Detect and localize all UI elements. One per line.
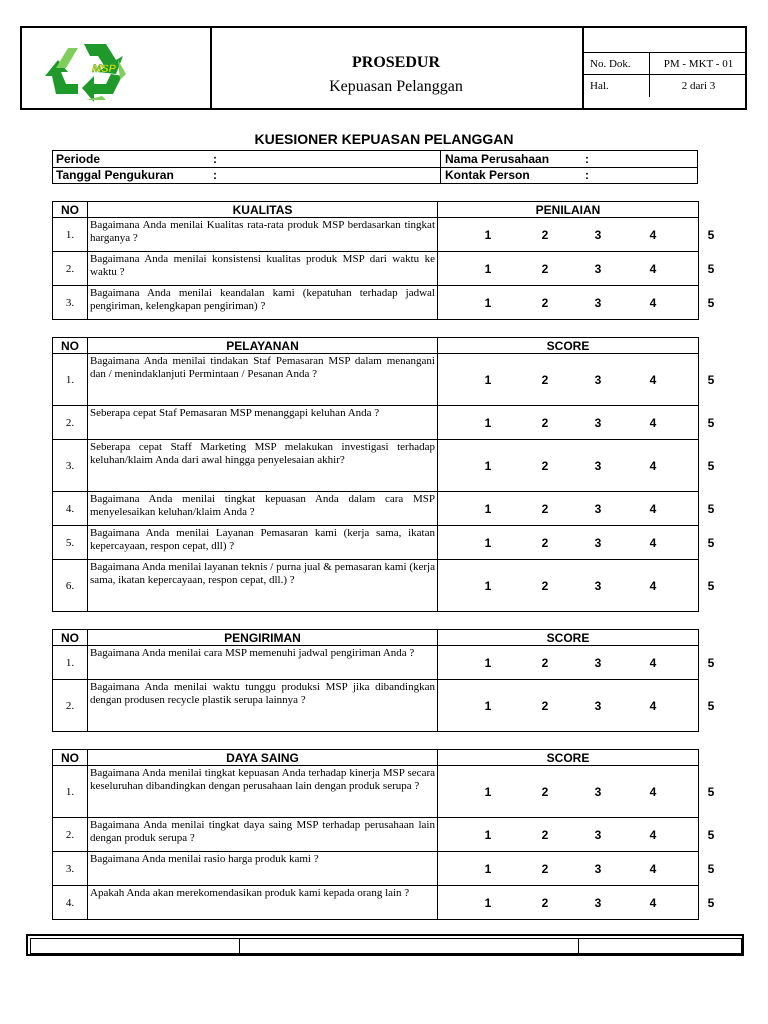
section-score-header: SCORE [438, 750, 699, 766]
rating-option-1[interactable]: 1 [484, 827, 492, 842]
rating-option-2[interactable]: 2 [541, 372, 549, 387]
question-number: 3. [53, 286, 88, 320]
rating-scale [438, 526, 715, 560]
question-row [53, 354, 699, 406]
rating-option-4[interactable]: 4 [649, 578, 657, 593]
question-text: Bagaimana Anda menilai Kualitas rata-rata produk MSP berdasarkan tingkat harganya ? [88, 218, 438, 252]
rating-option-3[interactable]: 3 [594, 372, 602, 387]
rating-option-4[interactable]: 4 [649, 698, 657, 713]
question-number: 2. [53, 406, 88, 440]
rating-scale [438, 766, 715, 818]
hal-value: 2 dari 3 [681, 80, 716, 92]
rating-option-5[interactable]: 5 [707, 784, 715, 799]
rating-option-4[interactable]: 4 [649, 895, 657, 910]
rating-option-4[interactable]: 4 [649, 295, 657, 310]
rating-option-4[interactable]: 4 [649, 458, 657, 473]
rating-option-1[interactable]: 1 [484, 415, 492, 430]
section-no-header: NO [53, 630, 88, 646]
rating-scale [438, 646, 715, 680]
question-text: Bagaimana Anda menilai keandalan kami (kepatuhan terhadap jadwal pengiriman, kelengkapan pengiriman) ? [88, 286, 438, 320]
question-row [53, 818, 699, 852]
question-text: Bagaimana Anda menilai tingkat daya saing MSP terhadap perusahaan lain dengan produk serupa ? [88, 818, 438, 852]
rating-scale [438, 560, 715, 612]
rating-option-2[interactable]: 2 [541, 827, 549, 842]
question-row [53, 252, 699, 286]
rating-option-5[interactable]: 5 [707, 295, 715, 310]
rating-scale [438, 886, 715, 920]
question-row [53, 560, 699, 612]
rating-option-1[interactable]: 1 [484, 372, 492, 387]
question-row [53, 646, 699, 680]
hal-label: Hal. [584, 75, 650, 97]
rating-option-3[interactable]: 3 [594, 227, 602, 242]
section-table-3 [52, 749, 715, 920]
question-number: 4. [53, 492, 88, 526]
question-number: 2. [53, 680, 88, 732]
question-row [53, 852, 699, 886]
no-dok-row [584, 52, 747, 75]
rating-option-4[interactable]: 4 [649, 227, 657, 242]
rating-option-4[interactable]: 4 [649, 827, 657, 842]
question-text: Bagaimana Anda menilai tindakan Staf Pemasaran MSP dalam menangani dan / menindaklanjuti Permintaan / Pesanan Anda ? [88, 354, 438, 406]
question-text: Bagaimana Anda menilai Layanan Pemasaran kami (kerja sama, ikatan kepercayaan, respon cepat, dll) ? [88, 526, 438, 560]
rating-option-4[interactable]: 4 [649, 372, 657, 387]
rating-option-5[interactable]: 5 [707, 861, 715, 876]
question-number: 4. [53, 886, 88, 920]
rating-option-4[interactable]: 4 [649, 535, 657, 550]
rating-option-1[interactable]: 1 [484, 784, 492, 799]
rating-option-2[interactable]: 2 [541, 655, 549, 670]
info-row-1 [53, 151, 697, 168]
rating-option-3[interactable]: 3 [594, 655, 602, 670]
rating-option-3[interactable]: 3 [594, 895, 602, 910]
rating-option-2[interactable]: 2 [541, 227, 549, 242]
rating-option-2[interactable]: 2 [541, 895, 549, 910]
question-row [53, 766, 699, 818]
section-table-0 [52, 201, 715, 320]
rating-scale [438, 818, 715, 852]
rating-option-4[interactable]: 4 [649, 261, 657, 276]
question-text: Seberapa cepat Staff Marketing MSP melakukan investigasi terhadap keluhan/klaim Anda dari awal hingga penyelesaian akhir? [88, 440, 438, 492]
rating-scale [438, 680, 715, 732]
rating-option-5[interactable]: 5 [707, 227, 715, 242]
rating-scale [438, 440, 715, 492]
rating-option-3[interactable]: 3 [594, 784, 602, 799]
rating-option-3[interactable]: 3 [594, 458, 602, 473]
rating-scale [438, 218, 715, 252]
section-score-header: PENILAIAN [438, 202, 699, 218]
rating-option-2[interactable]: 2 [541, 861, 549, 876]
question-number: 3. [53, 852, 88, 886]
section-no-header: NO [53, 202, 88, 218]
section-title: PENGIRIMAN [88, 630, 438, 646]
rating-option-2[interactable]: 2 [541, 261, 549, 276]
no-dok-value: PM - MKT - 01 [663, 58, 734, 70]
nama-perusahaan-colon: : [585, 152, 589, 166]
rating-option-1[interactable]: 1 [484, 895, 492, 910]
rating-option-5[interactable]: 5 [707, 261, 715, 276]
rating-scale [438, 354, 715, 406]
question-number: 1. [53, 766, 88, 818]
info-row-2 [53, 167, 697, 183]
question-number: 2. [53, 252, 88, 286]
question-number: 1. [53, 646, 88, 680]
header-title-cell [210, 28, 582, 108]
document-subtitle: Kepuasan Pelanggan [329, 78, 463, 95]
rating-option-3[interactable]: 3 [594, 698, 602, 713]
rating-scale [438, 492, 715, 526]
rating-option-2[interactable]: 2 [541, 578, 549, 593]
question-text: Seberapa cepat Staf Pemasaran MSP menanggapi keluhan Anda ? [88, 406, 438, 440]
section-score-header: SCORE [438, 338, 699, 354]
question-row [53, 492, 699, 526]
question-row [53, 286, 699, 320]
rating-option-5[interactable]: 5 [707, 578, 715, 593]
rating-scale [438, 852, 715, 886]
question-text: Bagaimana Anda menilai tingkat kepuasan Anda terhadap kinerja MSP secara keseluruhan dibandingkan dengan perusahaan lain dengan produk serupa ? [88, 766, 438, 818]
rating-option-2[interactable]: 2 [541, 535, 549, 550]
section-table-1 [52, 337, 715, 612]
section-title: DAYA SAING [88, 750, 438, 766]
document-header [20, 26, 747, 110]
question-text: Bagaimana Anda menilai layanan teknis / purna jual & pemasaran kami (kerja sama, ikatan kepercayaan, respon cepat, dll.) ? [88, 560, 438, 612]
rating-option-5[interactable]: 5 [707, 827, 715, 842]
rating-option-5[interactable]: 5 [707, 655, 715, 670]
rating-option-1[interactable]: 1 [484, 295, 492, 310]
rating-option-2[interactable]: 2 [541, 415, 549, 430]
section-no-header: NO [53, 338, 88, 354]
rating-option-5[interactable]: 5 [707, 895, 715, 910]
question-row [53, 440, 699, 492]
rating-option-4[interactable]: 4 [649, 861, 657, 876]
header-meta-cell [582, 28, 747, 108]
rating-option-2[interactable]: 2 [541, 698, 549, 713]
rating-option-4[interactable]: 4 [649, 501, 657, 516]
rating-option-1[interactable]: 1 [484, 458, 492, 473]
rating-option-1[interactable]: 1 [484, 655, 492, 670]
rating-option-5[interactable]: 5 [707, 458, 715, 473]
rating-option-5[interactable]: 5 [707, 501, 715, 516]
rating-option-2[interactable]: 2 [541, 784, 549, 799]
logo-text: MSP [92, 63, 116, 75]
rating-option-5[interactable]: 5 [707, 372, 715, 387]
hal-row [584, 74, 747, 97]
rating-option-3[interactable]: 3 [594, 261, 602, 276]
question-number: 6. [53, 560, 88, 612]
section-table-2 [52, 629, 715, 732]
footer-inner-box [30, 938, 742, 954]
tanggal-label: Tanggal Pengukuran [56, 168, 174, 182]
nama-perusahaan-label: Nama Perusahaan [445, 152, 550, 166]
rating-option-2[interactable]: 2 [541, 458, 549, 473]
question-number: 2. [53, 818, 88, 852]
document-footer [26, 934, 744, 956]
rating-option-5[interactable]: 5 [707, 698, 715, 713]
section-title: PELAYANAN [88, 338, 438, 354]
rating-option-2[interactable]: 2 [541, 295, 549, 310]
rating-option-3[interactable]: 3 [594, 501, 602, 516]
question-row [53, 218, 699, 252]
rating-scale [438, 286, 715, 320]
question-text: Bagaimana Anda menilai konsistensi kualitas produk MSP dari waktu ke waktu ? [88, 252, 438, 286]
periode-label: Periode [56, 152, 101, 166]
rating-option-1[interactable]: 1 [484, 535, 492, 550]
rating-option-3[interactable]: 3 [594, 295, 602, 310]
msp-recycle-logo [22, 28, 210, 108]
rating-option-1[interactable]: 1 [484, 698, 492, 713]
question-row [53, 680, 699, 732]
question-text: Bagaimana Anda menilai tingkat kepuasan Anda dalam cara MSP menyelesaikan keluhan/klaim Anda ? [88, 492, 438, 526]
rating-option-1[interactable]: 1 [484, 227, 492, 242]
kontak-person-label: Kontak Person [445, 168, 530, 182]
section-score-header: SCORE [438, 630, 699, 646]
rating-option-5[interactable]: 5 [707, 415, 715, 430]
logo-cell [22, 28, 212, 108]
question-text: Bagaimana Anda menilai cara MSP memenuhi jadwal pengiriman Anda ? [88, 646, 438, 680]
rating-option-3[interactable]: 3 [594, 535, 602, 550]
question-number: 1. [53, 218, 88, 252]
section-no-header: NO [53, 750, 88, 766]
document-title: PROSEDUR [351, 54, 440, 71]
question-row [53, 406, 699, 440]
question-row [53, 526, 699, 560]
rating-option-3[interactable]: 3 [594, 578, 602, 593]
question-text: Bagaimana Anda menilai rasio harga produk kami ? [88, 852, 438, 886]
question-text: Apakah Anda akan merekomendasikan produk kami kepada orang lain ? [88, 886, 438, 920]
question-row [53, 886, 699, 920]
question-text: Bagaimana Anda menilai waktu tunggu produksi MSP jika dibandingkan dengan produsen recycle plastik serupa lainnya ? [88, 680, 438, 732]
tanggal-colon: : [213, 168, 217, 182]
periode-colon: : [213, 152, 217, 166]
question-number: 1. [53, 354, 88, 406]
rating-option-1[interactable]: 1 [484, 261, 492, 276]
rating-option-4[interactable]: 4 [649, 655, 657, 670]
question-number: 3. [53, 440, 88, 492]
rating-option-1[interactable]: 1 [484, 861, 492, 876]
no-dok-label: No. Dok. [584, 53, 650, 75]
section-title: KUALITAS [88, 202, 438, 218]
rating-option-4[interactable]: 4 [649, 415, 657, 430]
rating-scale [438, 252, 715, 286]
rating-option-1[interactable]: 1 [484, 501, 492, 516]
question-number: 5. [53, 526, 88, 560]
kontak-person-colon: : [585, 168, 589, 182]
rating-option-5[interactable]: 5 [707, 535, 715, 550]
rating-scale [438, 406, 715, 440]
rating-option-2[interactable]: 2 [541, 501, 549, 516]
form-title: KUESIONER KEPUASAN PELANGGAN [254, 131, 514, 147]
rating-option-3[interactable]: 3 [594, 415, 602, 430]
rating-option-3[interactable]: 3 [594, 861, 602, 876]
rating-option-4[interactable]: 4 [649, 784, 657, 799]
rating-option-1[interactable]: 1 [484, 578, 492, 593]
rating-option-3[interactable]: 3 [594, 827, 602, 842]
respondent-info-table [52, 150, 698, 184]
